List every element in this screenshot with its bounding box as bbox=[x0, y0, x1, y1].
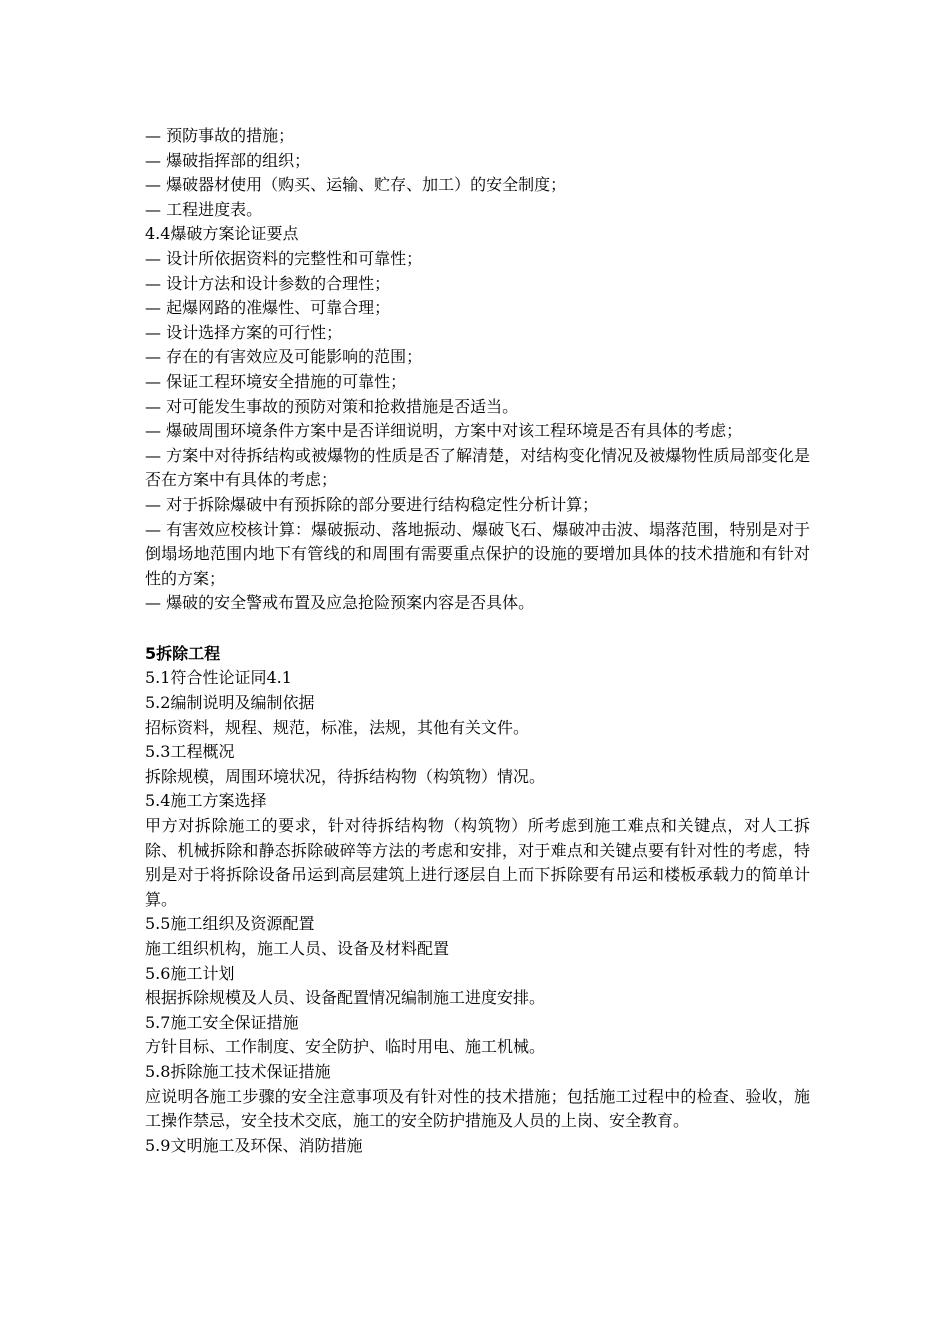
bullet-line: — 对可能发生事故的预防对策和抢救措施是否适当。 bbox=[145, 396, 519, 416]
subsection-heading: 5.1符合性论证同4.1 bbox=[145, 668, 292, 688]
bullet-line: — 工程进度表。 bbox=[145, 199, 263, 219]
subsection-heading: 5.3工程概况 bbox=[145, 742, 235, 762]
section-title: 5拆除工程 bbox=[145, 643, 221, 663]
bullet-line: — 爆破指挥部的组织； bbox=[145, 150, 311, 170]
bullet-line: — 设计所依据资料的完整性和可靠性； bbox=[145, 248, 423, 268]
bullet-paragraph: — 有害效应校核计算：爆破振动、落地振动、爆破飞石、爆破冲击波、塌落范围，特别是对于倒塌场地范围内地下有管线的和周围有需要重点保护的设施的要增加具体的技术措施和有针对性的方案； bbox=[145, 519, 810, 588]
body-text: 根据拆除规模及人员、设备配置情况编制施工进度安排。 bbox=[145, 988, 546, 1008]
document-page bbox=[145, 124, 810, 1158]
body-text: 方针目标、工作制度、安全防护、临时用电、施工机械。 bbox=[145, 1037, 546, 1057]
subsection-heading: 5.4施工方案选择 bbox=[145, 791, 267, 811]
bullet-paragraph: — 方案中对待拆结构或被爆物的性质是否了解清楚，对结构变化情况及被爆物性质局部变化是否在方案中有具体的考虑； bbox=[145, 445, 810, 490]
subsection-heading: 5.6施工计划 bbox=[145, 963, 235, 983]
bullet-line: — 爆破的安全警戒布置及应急抢险预案内容是否具体。 bbox=[145, 593, 535, 613]
bullet-line: — 保证工程环境安全措施的可靠性； bbox=[145, 371, 407, 391]
subsection-heading: 5.7施工安全保证措施 bbox=[145, 1012, 299, 1032]
body-text: 施工组织机构，施工人员、设备及材料配置 bbox=[145, 939, 450, 958]
body-text: 招标资料，规程、规范，标准，法规，其他有关文件。 bbox=[145, 717, 530, 737]
subsection-heading: 4.4爆破方案论证要点 bbox=[145, 224, 299, 244]
body-paragraph: 甲方对拆除施工的要求，针对待拆结构物（构筑物）所考虑到施工难点和关键点，对人工拆除、机械拆除和静态拆除破碎等方法的考虑和安排，对于难点和关键点要有针对性的考虑，特别是对于将拆除设备吊运到高层建筑上进行逐层自上而下拆除要有吊运和楼板承载力的简单计算。 bbox=[145, 816, 810, 909]
subsection-heading: 5.9文明施工及环保、消防措施 bbox=[145, 1135, 363, 1155]
bullet-line: — 存在的有害效应及可能影响的范围； bbox=[145, 347, 423, 367]
bullet-line: — 预防事故的措施； bbox=[145, 126, 295, 145]
subsection-heading: 5.2编制说明及编制依据 bbox=[145, 693, 315, 713]
bullet-line: — 设计选择方案的可行性； bbox=[145, 322, 343, 342]
body-text: 拆除规模，周围环境状况，待拆结构物（构筑物）情况。 bbox=[145, 766, 546, 786]
bullet-line: — 起爆网路的准爆性、可靠合理； bbox=[145, 298, 391, 318]
bullet-line: — 对于拆除爆破中有预拆除的部分要进行结构稳定性分析计算； bbox=[145, 494, 599, 514]
body-paragraph: 应说明各施工步骤的安全注意事项及有针对性的技术措施；包括施工过程中的检查、验收，施工操作禁忌，安全技术交底，施工的安全防护措施及人员的上岗、安全教育。 bbox=[145, 1086, 810, 1131]
bullet-line: — 设计方法和设计参数的合理性； bbox=[145, 273, 391, 293]
bullet-line: — 爆破器材使用（购买、运输、贮存、加工）的安全制度； bbox=[145, 175, 567, 195]
subsection-heading: 5.8拆除施工技术保证措施 bbox=[145, 1061, 331, 1081]
subsection-heading: 5.5施工组织及资源配置 bbox=[145, 914, 315, 934]
bullet-paragraph: — 爆破周围环境条件方案中是否详细说明，方案中对该工程环境是否有具体的考虑； bbox=[145, 421, 743, 441]
